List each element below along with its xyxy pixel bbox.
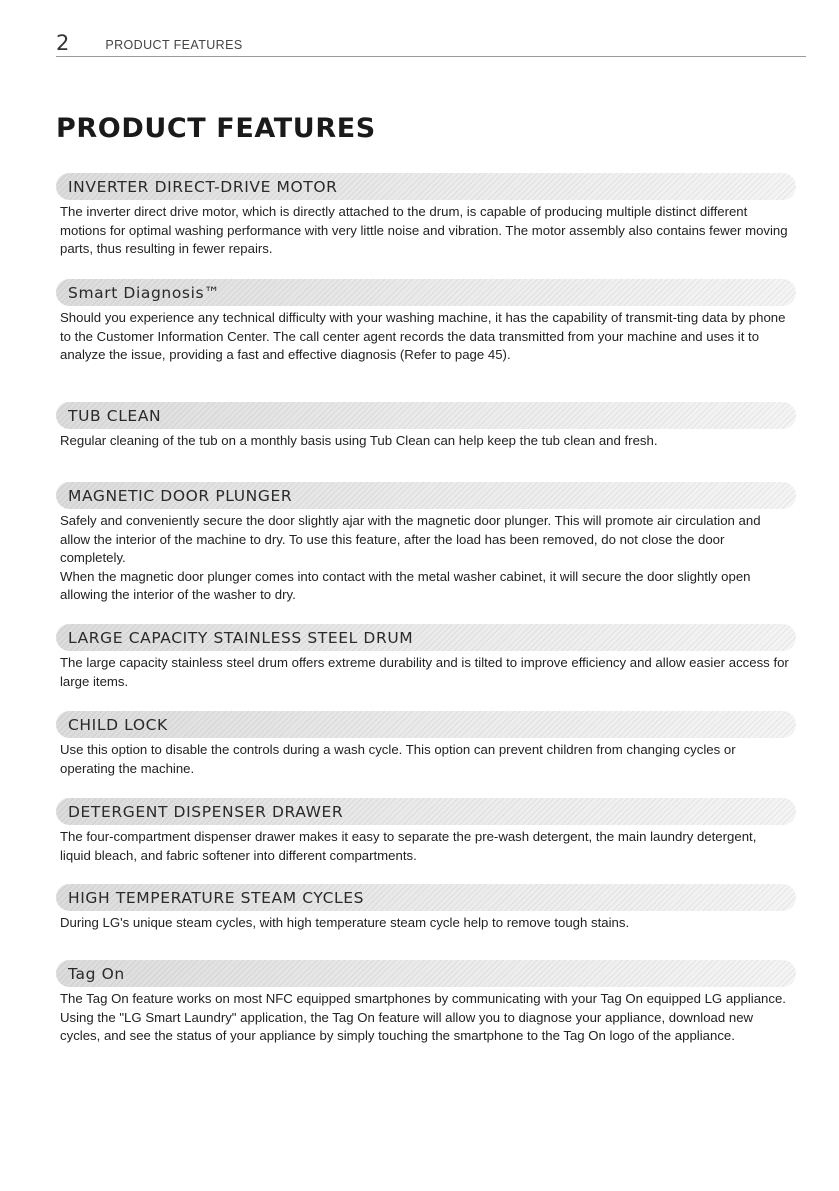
section-heading-bar — [56, 279, 796, 306]
section-magnetic-door-plunger — [56, 482, 796, 605]
section-body — [60, 203, 790, 259]
section-body — [60, 512, 790, 605]
section-paragraph: During LG's unique steam cycles, with high temperature steam cycle help to remove tough stains. — [60, 915, 630, 930]
section-heading-bar — [56, 402, 796, 429]
section-body — [60, 914, 790, 933]
section-body — [60, 654, 790, 691]
page-header — [56, 30, 806, 57]
section-heading: MAGNETIC DOOR PLUNGER — [68, 486, 293, 505]
section-paragraph: The inverter direct drive motor, which is directly attached to the drum, is capable of producing multiple distinct different motions for optimal washing performance with very little noise and vibration. The motor assembly also contains fewer moving parts, thus resulting in fewer repairs. — [60, 204, 788, 256]
section-heading: Smart Diagnosis™ — [68, 283, 221, 302]
section-heading-bar — [56, 798, 796, 825]
section-heading: LARGE CAPACITY STAINLESS STEEL DRUM — [68, 628, 414, 647]
section-detergent-drawer — [56, 798, 796, 865]
section-heading-bar — [56, 173, 796, 200]
section-heading-bar — [56, 884, 796, 911]
section-heading-bar — [56, 711, 796, 738]
section-heading-bar — [56, 960, 796, 987]
section-steam-cycles — [56, 884, 796, 933]
running-title: PRODUCT FEATURES — [105, 38, 243, 52]
section-heading: DETERGENT DISPENSER DRAWER — [68, 802, 344, 821]
section-paragraph: Regular cleaning of the tub on a monthly basis using Tub Clean can help keep the tub clean and fresh. — [60, 433, 658, 448]
section-paragraph: Safely and conveniently secure the door slightly ajar with the magnetic door plunger. This will promote air circulation and allow the interior of the machine to dry. To use this feature, after the load has been removed, do not close the door completely. — [60, 513, 761, 565]
section-body — [60, 309, 790, 365]
section-child-lock — [56, 711, 796, 778]
section-heading-bar — [56, 482, 796, 509]
section-heading-bar — [56, 624, 796, 651]
section-paragraph: Should you experience any technical difficulty with your washing machine, it has the capability of transmit-ting data by phone to the Customer Information Center. The call center agent records the data transmitted from your machine and uses it to analyze the issue, providing a fast and effective diagnosis (Refer to page 45). — [60, 310, 786, 362]
section-paragraph: The Tag On feature works on most NFC equipped smartphones by communicating with your Tag On equipped LG appliance. Using the "LG Smart Laundry" application, the Tag On feature will allow you to diagnose your appliance, download new cycles, and see the status of your appliance by simply touching the smartphone to the Tag On logo of the appliance. — [60, 991, 786, 1043]
section-body — [60, 828, 790, 865]
section-body — [60, 741, 790, 778]
section-heading: HIGH TEMPERATURE STEAM CYCLES — [68, 888, 365, 907]
page-title: PRODUCT FEATURES — [56, 113, 376, 144]
section-paragraph: The large capacity stainless steel drum offers extreme durability and is tilted to improve efficiency and allow easier access for large items. — [60, 655, 789, 689]
section-tub-clean — [56, 402, 796, 451]
page-number: 2 — [56, 31, 70, 55]
section-heading: Tag On — [68, 964, 125, 983]
section-heading: CHILD LOCK — [68, 715, 168, 734]
section-inverter-motor — [56, 173, 796, 259]
section-paragraph: When the magnetic door plunger comes into contact with the metal washer cabinet, it will secure the door slightly open allowing the interior of the washer to dry. — [60, 568, 751, 602]
section-tag-on — [56, 960, 796, 1046]
section-body — [60, 432, 790, 451]
section-heading: INVERTER DIRECT-DRIVE MOTOR — [68, 177, 338, 196]
section-stainless-drum — [56, 624, 796, 691]
section-paragraph: Use this option to disable the controls during a wash cycle. This option can prevent children from changing cycles or operating the machine. — [60, 742, 736, 776]
section-heading: TUB CLEAN — [68, 406, 162, 425]
section-smart-diagnosis — [56, 279, 796, 365]
section-paragraph: The four-compartment dispenser drawer makes it easy to separate the pre-wash detergent, the main laundry detergent, liquid bleach, and fabric softener into different compartments. — [60, 829, 757, 863]
section-body — [60, 990, 790, 1046]
